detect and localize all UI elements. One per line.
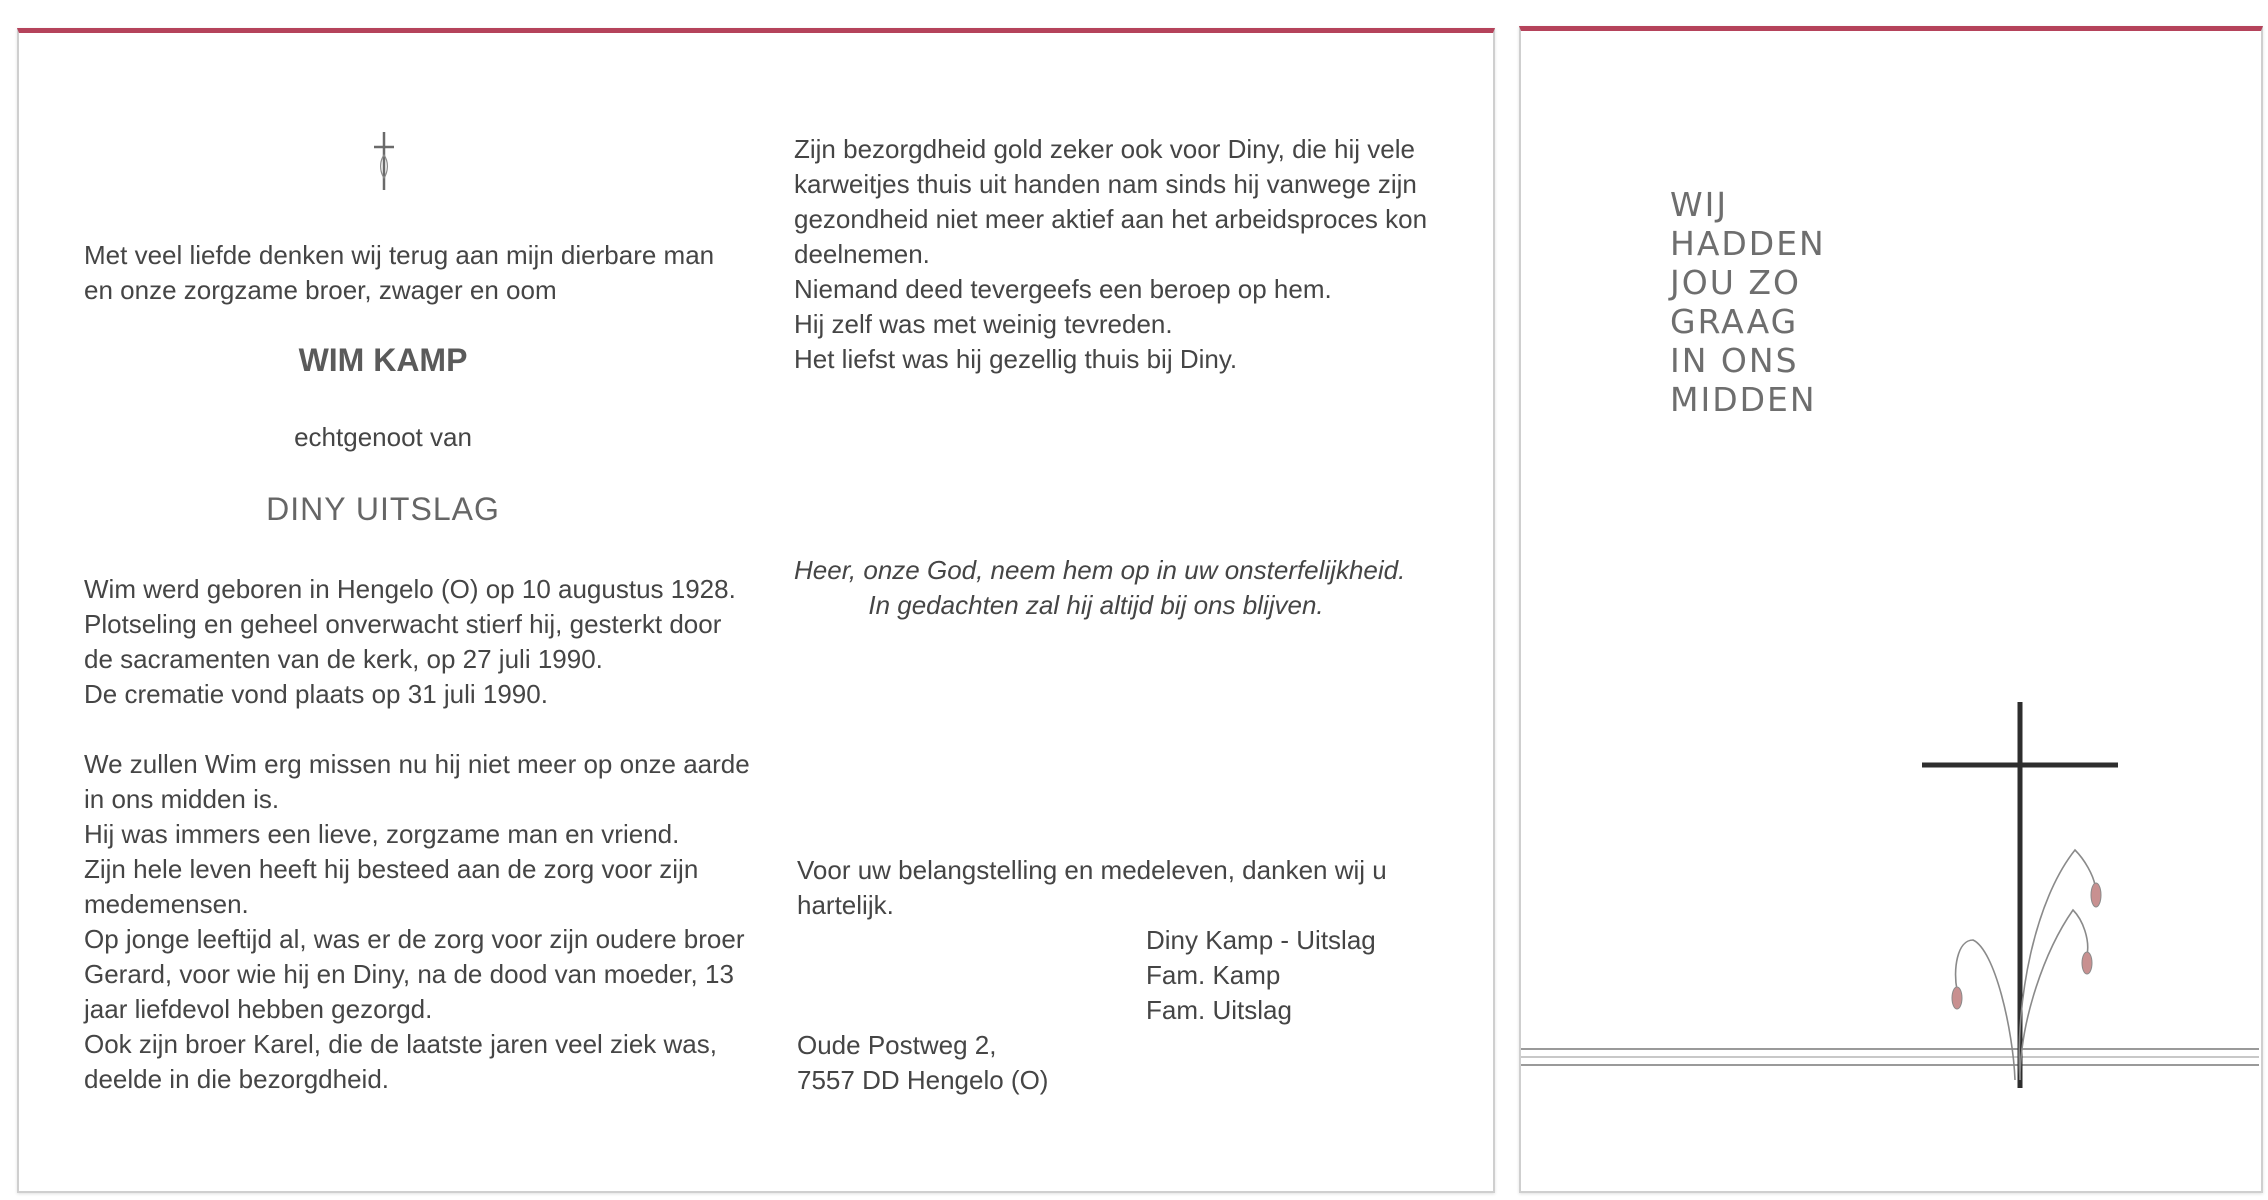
memory-line-9: Ook zijn broer Karel, die de laatste jaren veel ziek was,: [84, 1029, 717, 1059]
thanks-line-1: Voor uw belangstelling en medeleven, danken wij u: [797, 855, 1387, 885]
signature-1: Diny Kamp - Uitslag: [1146, 925, 1376, 955]
cover-rule: [1521, 1045, 2259, 1069]
birth-line-3: de sacramenten van de kerk, op 27 juli 1990.: [84, 644, 603, 674]
memory-line-7: Gerard, voor wie hij en Diny, na de dood van moeder, 13: [84, 959, 734, 989]
address-line-1: Oude Postweg 2,: [797, 1030, 997, 1060]
memory-line-5: medemensen.: [84, 889, 249, 919]
memory-line-6: Op jonge leeftijd al, was er de zorg voor zijn oudere broer: [84, 924, 745, 954]
cross-with-flowers-icon: [1915, 700, 2135, 1095]
cross-icon: [370, 130, 398, 192]
thanks-line-2: hartelijk.: [797, 890, 894, 920]
verse-line-1: WIJ: [1670, 185, 1729, 224]
care-line-2: karweitjes thuis uit handen nam sinds hij vanwege zijn: [794, 169, 1417, 199]
signature-3: Fam. Uitslag: [1146, 995, 1292, 1025]
care-line-6: Hij zelf was met weinig tevreden.: [794, 309, 1173, 339]
care-line-5: Niemand deed tevergeefs een beroep op hem.: [794, 274, 1332, 304]
verse-line-2: HADDEN: [1670, 224, 1826, 263]
verse-line-4: GRAAG: [1670, 302, 1799, 341]
birth-line-2: Plotseling en geheel onverwacht stierf hij, gesterkt door: [84, 609, 722, 639]
spouse-label: echtgenoot van: [294, 422, 472, 452]
intro-line-2: en onze zorgzame broer, zwager en oom: [84, 275, 557, 305]
address-line-2: 7557 DD Hengelo (O): [797, 1065, 1049, 1095]
cover-verse: [1670, 185, 1826, 419]
care-line-3: gezondheid niet meer aktief aan het arbeidsproces kon: [794, 204, 1428, 234]
verse-line-5: IN ONS: [1670, 341, 1799, 380]
deceased-name: WIM KAMP: [298, 342, 468, 378]
birth-line-4: De crematie vond plaats op 31 juli 1990.: [84, 679, 548, 709]
memory-line-8: jaar liefdevol hebben gezorgd.: [84, 994, 433, 1024]
care-line-4: deelnemen.: [794, 239, 930, 269]
care-line-7: Het liefst was hij gezellig thuis bij Diny.: [794, 344, 1238, 374]
care-line-1: Zijn bezorgdheid gold zeker ook voor Diny, die hij vele: [794, 134, 1415, 164]
intro-line-1: Met veel liefde denken wij terug aan mijn dierbare man: [84, 240, 715, 270]
memory-line-3: Hij was immers een lieve, zorgzame man en vriend.: [84, 819, 680, 849]
prayer-line-1: Heer, onze God, neem hem op in uw onsterfelijkheid.: [794, 555, 1406, 585]
cover-page: [1519, 26, 2263, 1193]
birth-line-1: Wim werd geboren in Hengelo (O) op 10 augustus 1928.: [84, 574, 736, 604]
verse-line-6: MIDDEN: [1670, 380, 1817, 419]
spouse-name: DINY UITSLAG: [266, 491, 500, 527]
memory-line-2: in ons midden is.: [84, 784, 280, 814]
memory-line-4: Zijn hele leven heeft hij besteed aan de zorg voor zijn: [84, 854, 699, 884]
verse-line-3: JOU ZO: [1670, 263, 1801, 302]
memory-line-1: We zullen Wim erg missen nu hij niet meer op onze aarde: [84, 749, 750, 779]
prayer-line-2: In gedachten zal hij altijd bij ons blijven.: [868, 590, 1324, 620]
memory-line-10: deelde in die bezorgdheid.: [84, 1064, 390, 1094]
signature-2: Fam. Kamp: [1146, 960, 1281, 990]
